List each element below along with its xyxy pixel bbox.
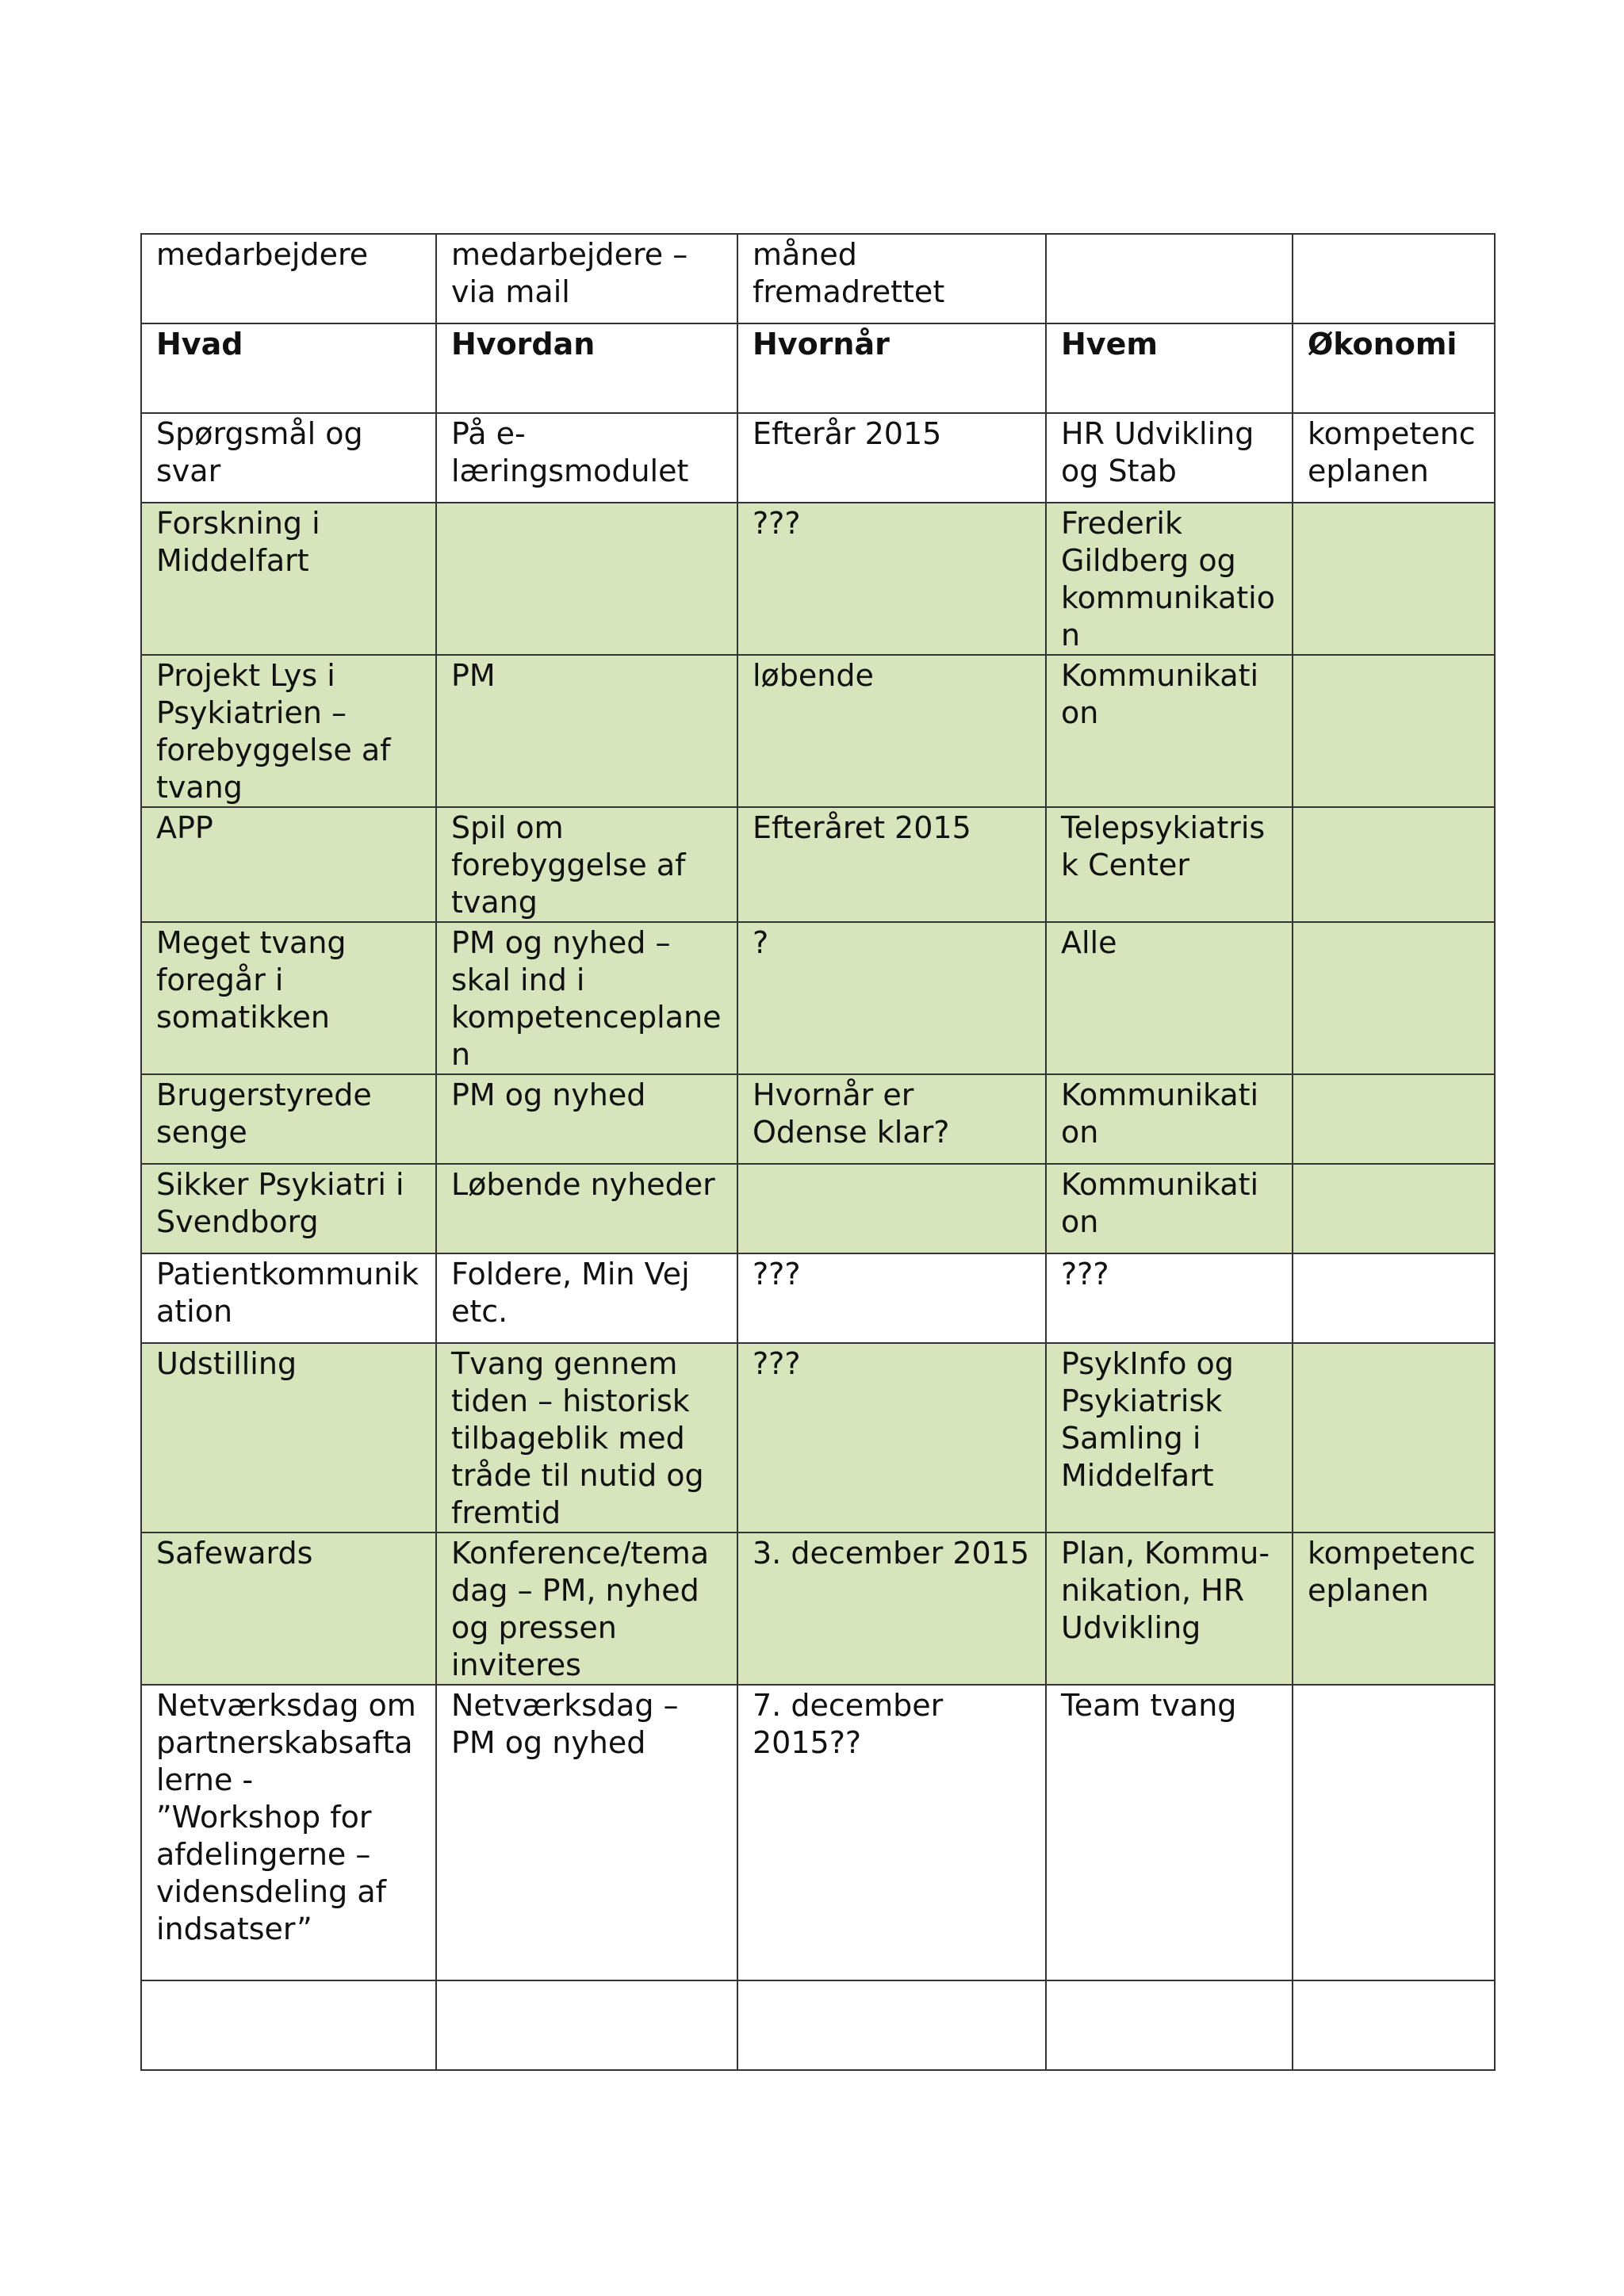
cell-hvem <box>1046 1343 1293 1533</box>
cell-text: Hvad <box>156 327 243 362</box>
table-row <box>141 413 1495 503</box>
cell-hvem <box>1046 1164 1293 1253</box>
cell-text: Sikker Psykiatri i Svendborg <box>156 1167 404 1239</box>
cell-hvornaar <box>737 503 1046 655</box>
cell-hvornaar <box>737 1253 1046 1343</box>
cell-oekonomi <box>1293 1980 1495 2070</box>
cell-hvornaar <box>737 234 1046 323</box>
cell-text: 3. december 2015 <box>753 1536 1030 1571</box>
cell-hvad <box>141 1164 436 1253</box>
cell-hvornaar <box>737 807 1046 922</box>
cell-hvordan <box>436 1343 737 1533</box>
cell-hvem <box>1046 503 1293 655</box>
cell-text: kompetenc eplanen <box>1308 416 1476 488</box>
table-row <box>141 1533 1495 1685</box>
cell-text: Netværksdag – PM og nyhed <box>451 1688 679 1760</box>
table-row <box>141 234 1495 323</box>
plan-table <box>140 233 1496 2071</box>
cell-text: Spørgsmål og svar <box>156 416 363 488</box>
cell-oekonomi <box>1293 1343 1495 1533</box>
cell-text: Kommunikati on <box>1061 1167 1259 1239</box>
cell-text: Økonomi <box>1308 327 1457 362</box>
cell-hvem <box>1046 234 1293 323</box>
cell-oekonomi <box>1293 655 1495 807</box>
cell-hvornaar <box>737 1343 1046 1533</box>
cell-text: Efteråret 2015 <box>753 810 971 845</box>
cell-text: ??? <box>753 1346 801 1381</box>
cell-text: Hvordan <box>451 327 596 362</box>
cell-hvem <box>1046 655 1293 807</box>
cell-oekonomi <box>1293 503 1495 655</box>
cell-text: APP <box>156 810 213 845</box>
cell-text: Forskning i Middelfart <box>156 506 320 578</box>
cell-hvornaar <box>737 922 1046 1074</box>
table-row <box>141 1685 1495 1980</box>
cell-hvad <box>141 234 436 323</box>
cell-text: medarbejdere – via mail <box>451 237 688 309</box>
cell-hvordan <box>436 413 737 503</box>
table-row <box>141 922 1495 1074</box>
cell-hvad <box>141 1980 436 2070</box>
cell-oekonomi <box>1293 323 1495 413</box>
cell-text: Hvem <box>1061 327 1158 362</box>
plan-table-body <box>141 234 1495 2070</box>
cell-text: Brugerstyrede senge <box>156 1077 372 1150</box>
cell-text: Kommunikati on <box>1061 1077 1259 1150</box>
cell-text: ??? <box>753 1257 801 1292</box>
cell-hvornaar <box>737 1074 1046 1164</box>
cell-hvad <box>141 1074 436 1164</box>
cell-text: Spil om forebyggelse af tvang <box>451 810 686 920</box>
table-row <box>141 1164 1495 1253</box>
cell-text: ??? <box>1061 1257 1109 1292</box>
cell-oekonomi <box>1293 1253 1495 1343</box>
cell-text: PsykInfo og Psykiatrisk Samling i Middelfart <box>1061 1346 1234 1493</box>
cell-hvem <box>1046 413 1293 503</box>
cell-text: Udstilling <box>156 1346 297 1381</box>
cell-text: Netværksdag om partnerskabsafta lerne - ”Workshop for afdelingerne – vidensdeling af indsatser” <box>156 1688 416 1946</box>
cell-text: PM og nyhed – skal ind i kompetenceplane n <box>451 925 722 1072</box>
cell-text: Foldere, Min Vej etc. <box>451 1257 690 1329</box>
cell-text: medarbejdere <box>156 237 369 272</box>
cell-hvordan <box>436 1253 737 1343</box>
cell-hvem <box>1046 1980 1293 2070</box>
cell-oekonomi <box>1293 1164 1495 1253</box>
cell-text: Tvang gennem tiden – historisk tilbageblik med tråde til nutid og fremtid <box>451 1346 704 1530</box>
cell-hvem <box>1046 1685 1293 1980</box>
cell-hvornaar <box>737 323 1046 413</box>
cell-text: Patientkommunik ation <box>156 1257 419 1329</box>
table-row <box>141 1980 1495 2070</box>
cell-hvad <box>141 413 436 503</box>
cell-hvornaar <box>737 1533 1046 1685</box>
cell-hvordan <box>436 1074 737 1164</box>
table-row <box>141 1074 1495 1164</box>
cell-hvordan <box>436 1533 737 1685</box>
table-row <box>141 1343 1495 1533</box>
cell-hvornaar <box>737 1980 1046 2070</box>
table-header-row <box>141 323 1495 413</box>
cell-oekonomi <box>1293 1533 1495 1685</box>
cell-text: Telepsykiatris k Center <box>1061 810 1266 882</box>
table-row <box>141 807 1495 922</box>
cell-hvem <box>1046 807 1293 922</box>
table-row <box>141 503 1495 655</box>
cell-hvem <box>1046 323 1293 413</box>
table-row <box>141 655 1495 807</box>
cell-text: Meget tvang foregår i somatikken <box>156 925 347 1035</box>
cell-text: Safewards <box>156 1536 313 1571</box>
cell-hvad <box>141 503 436 655</box>
cell-oekonomi <box>1293 1685 1495 1980</box>
cell-hvad <box>141 655 436 807</box>
cell-oekonomi <box>1293 807 1495 922</box>
cell-hvad <box>141 922 436 1074</box>
cell-text: Hvornår <box>753 327 890 362</box>
cell-text: ? <box>753 925 769 960</box>
cell-hvordan <box>436 1980 737 2070</box>
cell-text: løbende <box>753 658 874 693</box>
cell-hvornaar <box>737 1164 1046 1253</box>
cell-text: HR Udvikling og Stab <box>1061 416 1254 488</box>
cell-hvem <box>1046 1533 1293 1685</box>
cell-text: Team tvang <box>1061 1688 1237 1723</box>
cell-hvad <box>141 807 436 922</box>
cell-text: På e- læringsmodulet <box>451 416 689 488</box>
cell-text: Hvornår er Odense klar? <box>753 1077 950 1150</box>
cell-text: kompetenc eplanen <box>1308 1536 1476 1608</box>
cell-text: Løbende nyheder <box>451 1167 715 1202</box>
cell-hvem <box>1046 1074 1293 1164</box>
cell-hvornaar <box>737 1685 1046 1980</box>
cell-hvordan <box>436 807 737 922</box>
cell-text: Alle <box>1061 925 1117 960</box>
cell-oekonomi <box>1293 413 1495 503</box>
cell-text: ??? <box>753 506 801 541</box>
cell-hvordan <box>436 1685 737 1980</box>
cell-hvad <box>141 1533 436 1685</box>
cell-hvordan <box>436 655 737 807</box>
table-row <box>141 1253 1495 1343</box>
cell-hvordan <box>436 323 737 413</box>
cell-hvordan <box>436 234 737 323</box>
cell-oekonomi <box>1293 1074 1495 1164</box>
cell-hvornaar <box>737 655 1046 807</box>
cell-text: PM og nyhed <box>451 1077 646 1112</box>
cell-hvordan <box>436 1164 737 1253</box>
cell-text: Plan, Kommu- nikation, HR Udvikling <box>1061 1536 1270 1645</box>
cell-text: Projekt Lys i Psykiatrien – forebyggelse af tvang <box>156 658 391 805</box>
cell-text: måned fremadrettet <box>753 237 945 309</box>
cell-text: Konference/tema dag – PM, nyhed og pressen inviteres <box>451 1536 710 1682</box>
cell-hvordan <box>436 503 737 655</box>
cell-text: PM <box>451 658 496 693</box>
cell-hvem <box>1046 922 1293 1074</box>
cell-hvad <box>141 1253 436 1343</box>
cell-text: Efterår 2015 <box>753 416 942 451</box>
cell-hvordan <box>436 922 737 1074</box>
cell-text: Frederik Gildberg og kommunikatio n <box>1061 506 1275 652</box>
cell-oekonomi <box>1293 234 1495 323</box>
cell-hvad <box>141 323 436 413</box>
cell-oekonomi <box>1293 922 1495 1074</box>
cell-hvem <box>1046 1253 1293 1343</box>
cell-hvad <box>141 1343 436 1533</box>
cell-text: 7. december 2015?? <box>753 1688 944 1760</box>
cell-text: Kommunikati on <box>1061 658 1259 730</box>
cell-hvornaar <box>737 413 1046 503</box>
cell-hvad <box>141 1685 436 1980</box>
